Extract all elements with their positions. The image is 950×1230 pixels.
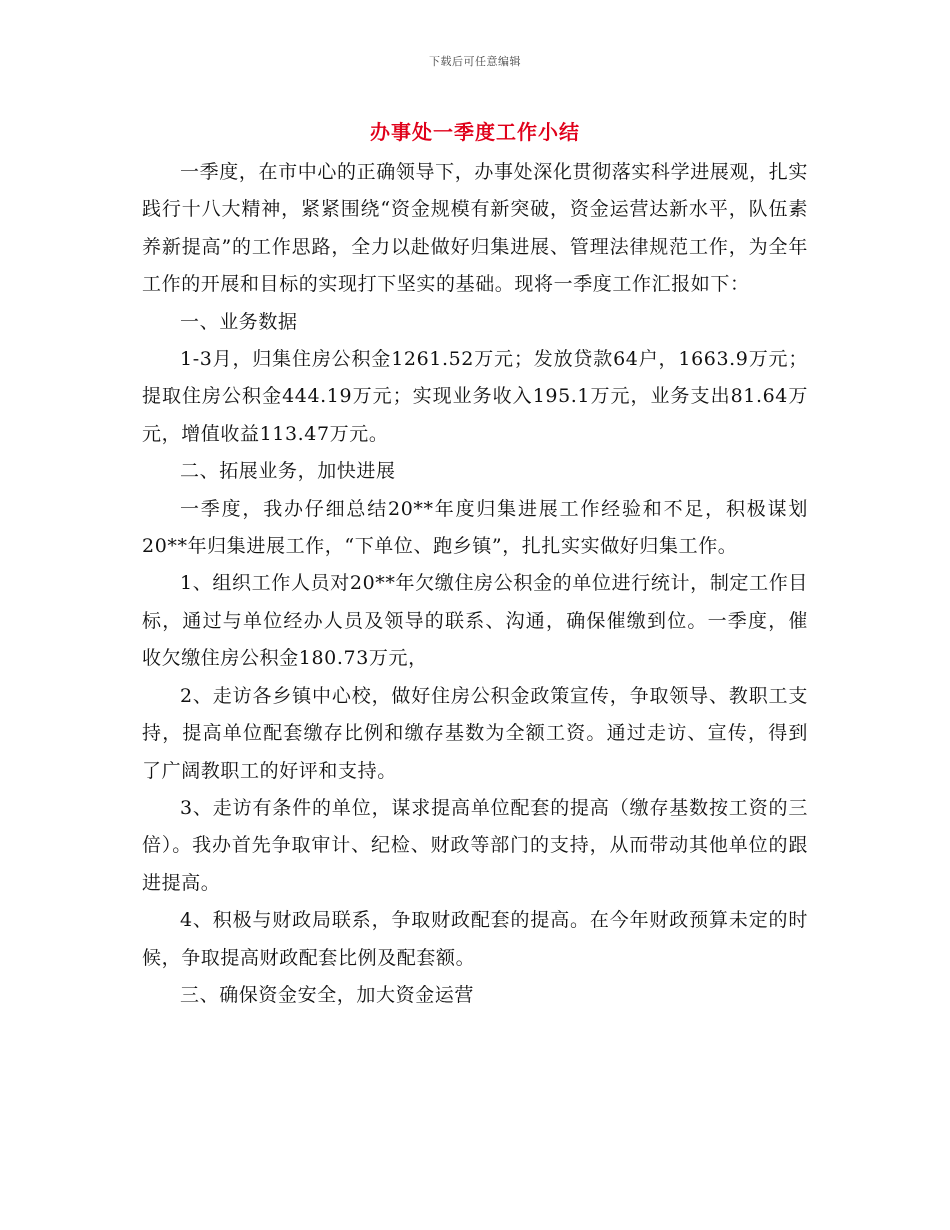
paragraph-expand-business: 一季度，我办仔细总结20**年度归集进展工作经验和不足，积极谋划20**年归集进展工作，“下单位、跑乡镇”，扎扎实实做好归集工作。 <box>142 497 808 558</box>
paragraph-intro: 一季度，在市中心的正确领导下，办事处深化贯彻落实科学进展观，扎实践行十八大精神，紧紧围绕“资金规模有新突破，资金运营达新水平，队伍素养新提高”的工作思路，全力以赴做好归集进展、管理法律规范工作，为全年工作的开展和目标的实现打下坚实的基础。现将一季度工作汇报如下： <box>142 161 808 296</box>
list-item-3: 3、走访有条件的单位，谋求提高单位配套的提高（缴存基数按工资的三倍）。我办首先争取审计、纪检、财政等部门的支持，从而带动其他单位的跟进提高。 <box>142 796 808 894</box>
document-body <box>142 154 808 1014</box>
header-note: 下载后可任意编辑 <box>429 55 521 68</box>
document-title: 办事处一季度工作小结 <box>370 120 580 144</box>
list-item-4: 4、积极与财政局联系，争取财政配套的提高。在今年财政预算未定的时候，争取提高财政配套比例及配套额。 <box>142 909 808 969</box>
list-item-1: 1、组织工作人员对20**年欠缴住房公积金的单位进行统计，制定工作目标，通过与单位经办人员及领导的联系、沟通，确保催缴到位。一季度，催收欠缴住房公积金180.73万元， <box>142 572 808 670</box>
section-heading-business-data: 一、业务数据 <box>180 310 298 333</box>
section-heading-fund-safety: 三、确保资金安全，加大资金运营 <box>180 983 475 1006</box>
list-item-2: 2、走访各乡镇中心校，做好住房公积金政策宣传，争取领导、教职工支持，提高单位配套缴存比例和缴存基数为全额工资。通过走访、宣传，得到了广阔教职工的好评和支持。 <box>142 684 808 782</box>
section-heading-expand-business: 二、拓展业务，加快进展 <box>180 460 396 483</box>
paragraph-business-data: 1-3月，归集住房公积金1261.52万元；发放贷款64户，1663.9万元；提取住房公积金444.19万元；实现业务收入195.1万元，业务支出81.64万元，增值收益113.47万元。 <box>142 348 808 445</box>
